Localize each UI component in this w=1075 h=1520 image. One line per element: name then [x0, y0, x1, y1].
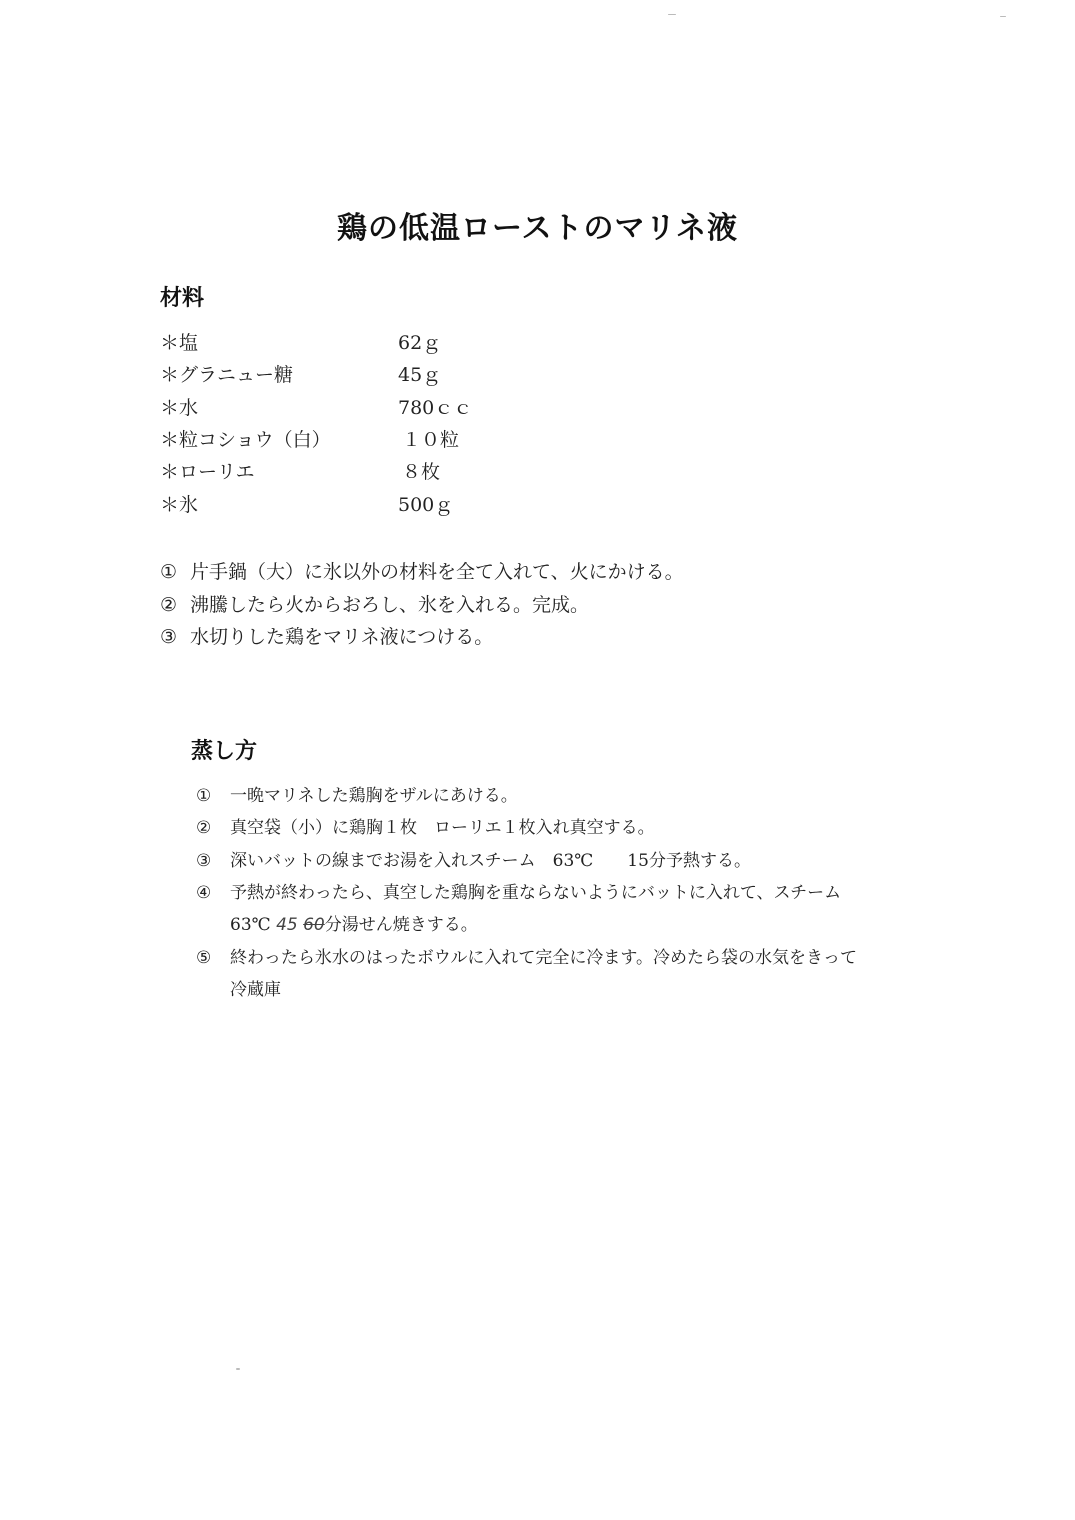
step-text: 予熱が終わったら、真空した鶏胸を重ならないようにバットに入れて、スチーム [230, 883, 842, 903]
ingredient-amount: 62ｇ [398, 332, 442, 354]
step-number: ④ [196, 883, 212, 903]
steam-step [196, 877, 841, 941]
scan-speck [668, 14, 676, 15]
ingredient-name: ＊氷 [160, 494, 199, 516]
step-text: 真空袋（小）に鶏胸１枚 ローリエ１枚入れ真空する。 [230, 818, 655, 838]
steam-heading: 蒸し方 [191, 739, 258, 764]
ingredient-amount: 500ｇ [398, 494, 454, 516]
steam-step [196, 845, 751, 877]
ingredient-name: ＊水 [160, 397, 199, 419]
steam-step [196, 942, 857, 1006]
step-continuation [196, 909, 478, 941]
step-number: ① [196, 786, 212, 806]
step-text-suffix: 分湯せん焼きする。 [324, 915, 478, 935]
step-text: 深いバットの線までお湯を入れスチーム 63℃ 15分予熱する。 [230, 851, 751, 871]
step-text: 片手鍋（大）に氷以外の材料を全て入れて、火にかける。 [190, 561, 684, 583]
marinade-step [160, 590, 589, 617]
ingredient-amount: 780ｃｃ [398, 397, 473, 419]
ingredient-name: ＊ローリエ [160, 461, 255, 483]
step-number: ③ [196, 851, 212, 871]
steam-step [196, 812, 655, 844]
step-text: 一晩マリネした鶏胸をザルにあける。 [230, 786, 518, 806]
step-number: ⑤ [196, 948, 212, 968]
step-temp: 63℃ [230, 915, 277, 935]
handwritten-time: 45 [276, 915, 298, 935]
step-number: ③ [160, 626, 178, 648]
struck-time: 60 [303, 915, 325, 935]
step-number: ② [196, 818, 212, 838]
ingredients-heading: 材料 [160, 286, 205, 311]
step-text: 水切りした鶏をマリネ液につける。 [190, 626, 494, 648]
scan-speck [1000, 16, 1006, 17]
step-text: 終わったら氷水のはったボウルに入れて完全に冷ます。冷めたら袋の水気をきって [230, 948, 857, 968]
scan-speck [236, 1368, 240, 1370]
ingredient-name: ＊粒コショウ（白） [160, 429, 331, 451]
ingredient-amount: 45ｇ [398, 364, 442, 386]
step-text: 沸騰したら火からおろし、氷を入れる。完成。 [190, 594, 590, 616]
marinade-step [160, 557, 684, 584]
ingredient-amount: ８枚 [402, 461, 441, 483]
step-continuation: 冷蔵庫 [230, 980, 281, 1000]
ingredient-name: ＊グラニュー糖 [160, 364, 294, 386]
marinade-step [160, 622, 493, 649]
step-number: ① [160, 561, 178, 583]
ingredient-name: ＊塩 [160, 332, 199, 354]
ingredient-amount: １０粒 [402, 429, 460, 451]
page-title: 鶏の低温ローストのマリネ液 [337, 211, 738, 246]
steam-step [196, 780, 518, 812]
step-number: ② [160, 594, 178, 616]
